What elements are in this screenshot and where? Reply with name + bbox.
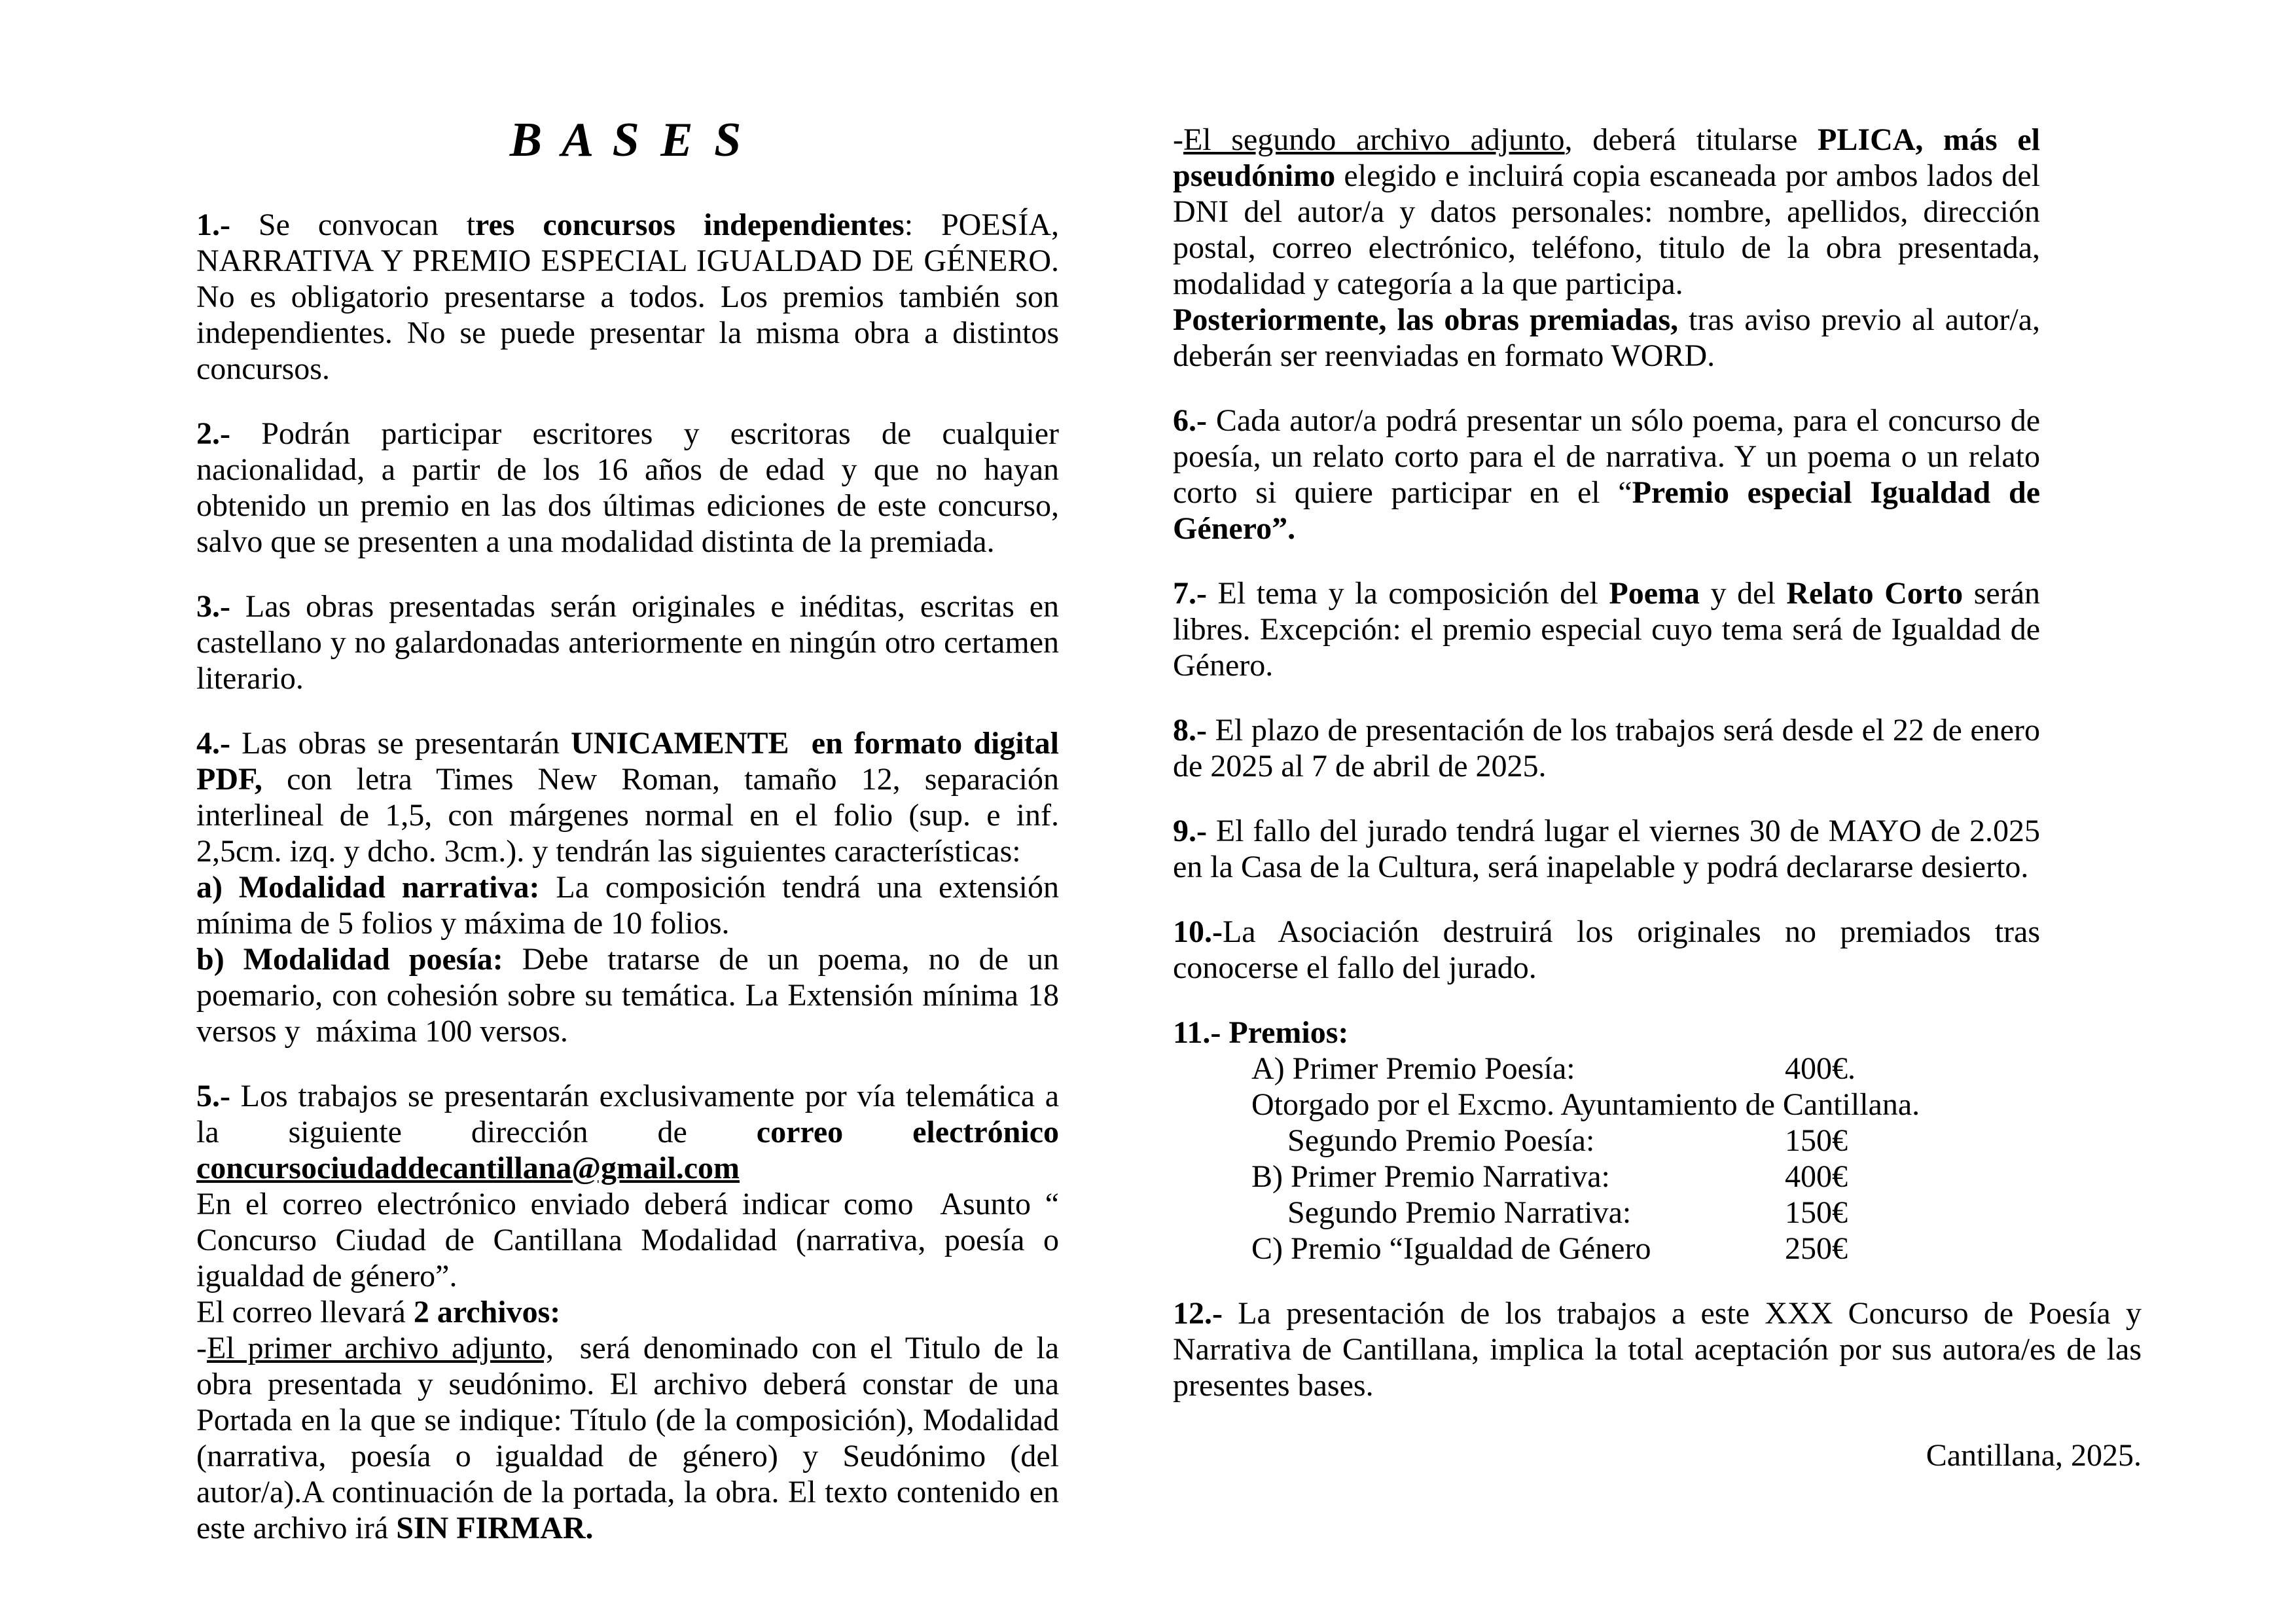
left-paragraphs xyxy=(196,207,1059,1546)
text-run: La presentación de los trabajos a este XXX Concurso de Poesía y Narrativa de Cantillana, implica la total aceptación por sus autora/es de las presentes bases. xyxy=(1173,1296,2142,1403)
text-run: 12.- xyxy=(1173,1296,1223,1331)
paragraph xyxy=(1173,914,2040,986)
paragraph xyxy=(1173,302,2040,374)
prize-row xyxy=(1173,1159,2040,1195)
text-run: Las obras presentadas serán originales e inéditas, escritas en castellano y no galardonadas anteriormente en ningún otro certamen literario. xyxy=(196,589,1059,696)
text-run: Debe tratarse de un poema, no de un poemario, con cohesión sobre su temática. La Extensión mínima 18 versos y máxima 100 versos. xyxy=(196,942,1059,1049)
text-run: 10.- xyxy=(1173,914,1223,949)
text-run: 9.- xyxy=(1173,814,1207,848)
text-run: Las obras se presentarán xyxy=(230,726,571,761)
paragraph xyxy=(196,725,1059,869)
prize-amount: 400€ xyxy=(1785,1159,1848,1194)
text-run: a) Modalidad narrativa: xyxy=(196,870,540,905)
paragraph xyxy=(1173,712,2040,784)
text-run: Segundo Premio Poesía: xyxy=(1287,1123,1595,1158)
text-run: tras aviso previo al autor/a, deberán ser reenviadas en formato WORD. xyxy=(1173,302,2040,373)
text-run: El plazo de presentación de los trabajos será desde el 22 de enero de 2025 al 7 de abril de 2025. xyxy=(1173,713,2040,784)
text-run: 8.- xyxy=(1173,713,1207,748)
left-column xyxy=(196,115,1059,1546)
prize-amount: 250€ xyxy=(1785,1231,1848,1266)
text-run: La composición tendrá una extensión mínima de 5 folios y máxima de 10 folios. xyxy=(196,870,1059,941)
paragraph xyxy=(1173,403,2040,547)
text-run: SIN FIRMAR. xyxy=(396,1511,594,1545)
text-run: C) Premio “Igualdad de Género xyxy=(1251,1231,1651,1266)
text-run: 3.- xyxy=(196,589,230,624)
text-run: B) Primer Premio Narrativa: xyxy=(1251,1159,1610,1194)
text-run: 11.- Premios: xyxy=(1173,1015,1349,1050)
text-run: Posteriormente, las obras premiadas, xyxy=(1173,302,1679,337)
text-run: y del xyxy=(1700,576,1787,611)
text-run: Cada autor/a podrá presentar un sólo poema, para el concurso de poesía, un relato corto para el de narrativa. Y un poema o un relato corto si quiere participar en el “ xyxy=(1173,403,2040,510)
prize-amount: 400€. xyxy=(1785,1051,1856,1086)
paragraph xyxy=(196,1186,1059,1294)
text-run: con letra Times New Roman, tamaño 12, separación interlineal de 1,5, con márgenes normal en el folio (sup. e inf. 2,5cm. izq. y dcho. 3cm.). y tendrán las siguientes características: xyxy=(196,762,1059,869)
prize-row xyxy=(1173,1195,2040,1231)
closing-line: Cantillana, 2025. xyxy=(1926,1438,2142,1473)
paragraph xyxy=(196,207,1059,387)
text-run: Poema xyxy=(1609,576,1700,611)
text-run: será denominado con el Titulo de la obra presentada y seudónimo. El archivo deberá constar de una Portada en la que se indique: Título (de la composición), Modalidad (narrativa, poesía o igualdad de género) y Seudónimo (del autor/a).A continuación de la portada, la obra. El texto contenido en este archivo irá xyxy=(196,1331,1059,1545)
text-run: 4.- xyxy=(196,726,230,761)
text-run: serán libres. Excepción: el premio especial cuyo tema será de Igualdad de Género. xyxy=(1173,576,2041,683)
prize-row xyxy=(1173,1087,2040,1123)
text-run: Premio especial Igualdad de Género”. xyxy=(1173,475,2040,546)
text-run: 6.- xyxy=(1173,403,1207,438)
text-run: A) Primer Premio Poesía: xyxy=(1251,1051,1575,1086)
email-address: concursociudaddecantillana@gmail.com xyxy=(196,1151,740,1185)
text-run: 2 archivos: xyxy=(413,1295,561,1329)
paragraph xyxy=(196,941,1059,1049)
text-run: Otorgado por el Excmo. Ayuntamiento de Cantillana. xyxy=(1251,1087,1920,1122)
prize-row xyxy=(1173,1051,2040,1087)
prize-row xyxy=(1173,1123,2040,1159)
text-run: 5.- xyxy=(196,1079,230,1113)
text-run: - xyxy=(1173,122,1183,157)
paragraph xyxy=(196,869,1059,941)
text-run: 7.- xyxy=(1173,576,1207,611)
text-run: elegido e incluirá copia escaneada por ambos lados del DNI del autor/a y datos personales: nombre, apellidos, dirección postal, correo electrónico, teléfono, titulo de la obra presentada, modalidad y categoría a la que participa. xyxy=(1173,158,2040,301)
text-run: correo electrónico xyxy=(756,1115,1059,1149)
paragraph xyxy=(1173,122,2040,302)
text-run: b) Modalidad poesía: xyxy=(196,942,503,977)
text-run: : POESÍA, NARRATIVA Y PREMIO ESPECIAL IGUALDAD DE GÉNERO. No es obligatorio presentarse a todos. Los premios también son independientes. No se puede presentar la misma obra a distintos concursos. xyxy=(196,208,1060,386)
text-run: , deberá titularse xyxy=(1564,122,1818,157)
text-run: El fallo del jurado tendrá lugar el viernes 30 de MAYO de 2.025 en la Casa de la Cultura, será inapelable y podrá declararse desierto. xyxy=(1173,814,2040,884)
text-run: El segundo archivo adjunto xyxy=(1183,122,1565,157)
text-run: En el correo electrónico enviado deberá indicar como Asunto “ Concurso Ciudad de Cantillana Modalidad (narrativa, poesía o igualdad de género”. xyxy=(196,1187,1059,1293)
text-run: - xyxy=(196,1331,207,1365)
paragraph xyxy=(196,1294,1059,1330)
paragraph xyxy=(1173,1295,2142,1403)
text-run: PLICA, más el pseudónimo xyxy=(1173,122,2041,193)
paragraph xyxy=(196,1078,1059,1186)
paragraph xyxy=(196,588,1059,696)
text-run: Podrán participar escritores y escritoras de cualquier nacionalidad, a partir de los 16 años de edad y que no hayan obtenido un premio en las dos últimas ediciones de este concurso, salvo que se presenten a una modalidad distinta de la premiada. xyxy=(196,416,1059,559)
right-column xyxy=(1173,122,2142,1473)
prize-row xyxy=(1173,1231,2040,1267)
prize-amount: 150€ xyxy=(1785,1195,1848,1230)
text-run: 1.- xyxy=(196,208,230,242)
paragraph xyxy=(196,416,1059,560)
prize-amount: 150€ xyxy=(1785,1123,1848,1158)
text-run: La Asociación destruirá los originales no premiados tras conocerse el fallo del jurado. xyxy=(1173,914,2040,985)
text-run: UNICAMENTE en formato digital PDF, xyxy=(196,726,1059,797)
paragraph xyxy=(1173,1015,2040,1051)
paragraph xyxy=(1173,575,2040,683)
paragraph xyxy=(1173,813,2040,885)
text-run: El tema y la composición del xyxy=(1206,576,1609,611)
text-run: res concursos independientes xyxy=(475,208,905,242)
text-run: El correo llevará xyxy=(196,1295,414,1329)
text-run: Relato Corto xyxy=(1786,576,1964,611)
text-run: 2.- xyxy=(196,416,230,451)
text-run: Se convocan t xyxy=(230,208,476,242)
page-title: B A S E S xyxy=(509,113,746,167)
paragraph xyxy=(196,1330,1059,1546)
text-run: El primer archivo adjunto, xyxy=(206,1331,554,1365)
right-paragraphs xyxy=(1173,122,2142,1403)
text-run: Los trabajos se presentarán exclusivamente por vía telemática a la siguiente dirección de xyxy=(196,1079,1059,1149)
text-run: Segundo Premio Narrativa: xyxy=(1287,1195,1632,1230)
